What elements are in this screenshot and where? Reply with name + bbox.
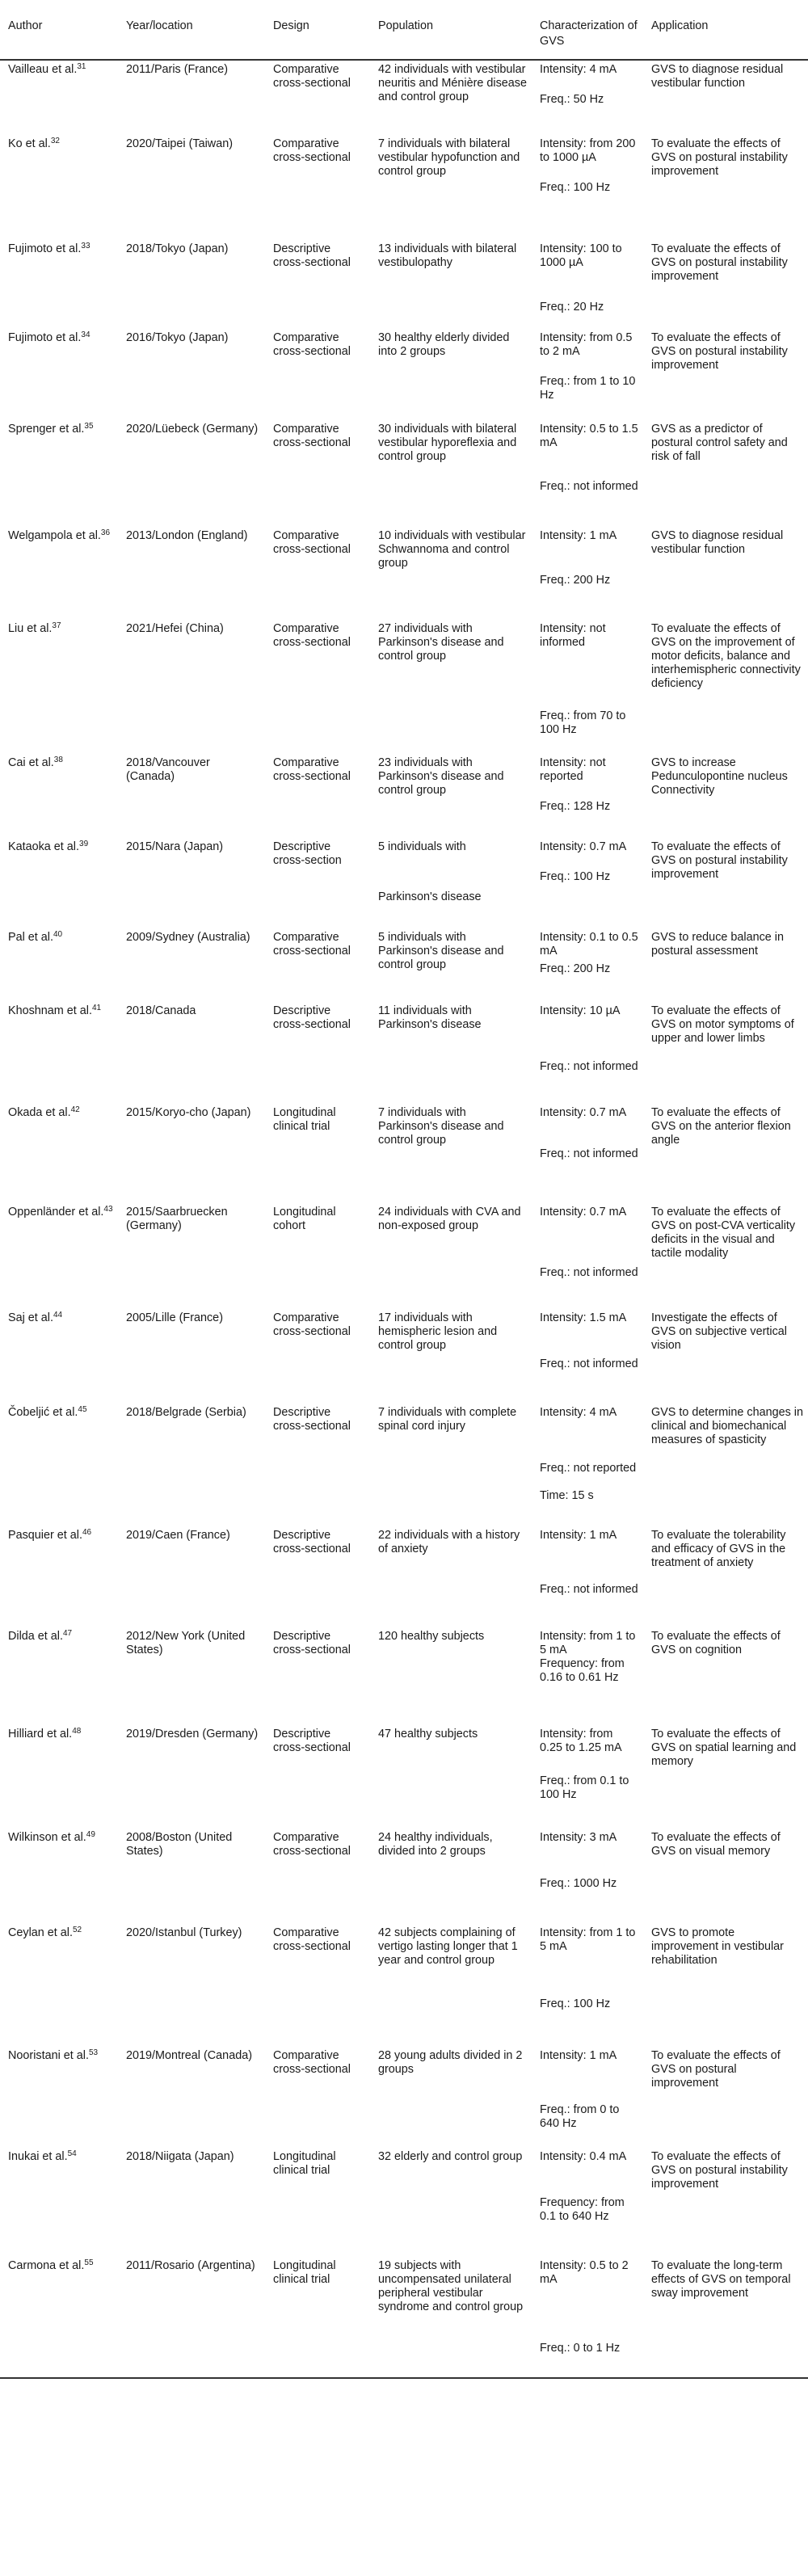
author-cell: Ceylan et al.$^{52}$	[8, 1926, 82, 1939]
population-cell: 24 healthy individuals, divided into 2 groups	[378, 1831, 493, 1858]
table-row	[0, 1002, 808, 1104]
author-cell: Čobeljić et al.$^{45}$	[8, 1405, 87, 1419]
application-cell: To evaluate the effects of GVS on postural instability improvement	[651, 242, 788, 283]
author-cell: Carmona et al.$^{55}$	[0, 2257, 118, 2378]
application-cell: To evaluate the effects of GVS on postural instability improvement	[651, 2150, 788, 2191]
year-location-cell: 2009/Sydney (Australia)	[126, 931, 250, 944]
gvs-cell: Intensity: from 1 to 5 mA Frequency: from 0.16 to 0.61 Hz	[540, 1630, 636, 1684]
table-row	[0, 1404, 808, 1526]
table-row	[0, 2047, 808, 2148]
design-cell: Descriptive cross-sectional	[273, 1630, 351, 1656]
author-cell: Inukai et al.$^{54}$	[8, 2149, 77, 2163]
design-cell: Comparative cross-sectional	[273, 423, 351, 449]
gvs-cell: Intensity: 3 mA Freq.: 1000 Hz	[540, 1831, 617, 1890]
table-row	[0, 1924, 808, 2047]
design-cell: Descriptive cross-sectional	[273, 1529, 351, 1555]
gvs-cell: Intensity: 0.1 to 0.5 mA Freq.: 200 Hz	[540, 931, 638, 975]
table-row	[0, 329, 808, 420]
gvs-cell: Intensity: not reported Freq.: 128 Hz	[540, 756, 611, 813]
table-row	[0, 240, 808, 329]
population-cell: 42 subjects complaining of vertigo lasting longer that 1 year and control group	[378, 1926, 518, 1967]
design-cell: Longitudinal clinical trial	[273, 1106, 336, 1133]
table-row	[0, 2257, 808, 2378]
gvs-cell: Intensity: from 0.5 to 2 mA Freq.: from 1 to 10 Hz	[540, 331, 636, 402]
table-row	[0, 60, 808, 135]
gvs-cell: Intensity: from 200 to 1000 µA Freq.: 100 Hz	[540, 137, 636, 194]
design-cell: Comparative cross-sectional	[273, 2049, 351, 2076]
design-cell: Comparative cross-sectional	[273, 137, 351, 164]
gvs-cell: Intensity: 100 to 1000 µA Freq.: 20 Hz	[540, 242, 622, 314]
population-cell: 7 individuals with Parkinson's disease and control group	[378, 1106, 504, 1147]
author-cell: Welgampola et al.$^{36}$	[8, 528, 111, 542]
header-application: Application	[643, 0, 808, 60]
population-cell: 27 individuals with Parkinson's disease and control group	[378, 622, 504, 663]
header-gvs-characterization: Characterization of GVS	[532, 0, 643, 60]
population-cell: 11 individuals with Parkinson's disease	[378, 1004, 482, 1031]
design-cell: Descriptive cross-sectional	[273, 1004, 351, 1031]
gvs-cell: Intensity: 0.5 to 1.5 mA Freq.: not informed	[540, 423, 638, 493]
table-row	[0, 1627, 808, 1725]
design-cell: Comparative cross-sectional	[273, 931, 351, 958]
application-cell: To evaluate the long-term effects of GVS on temporal sway improvement	[643, 2257, 808, 2378]
year-location-cell: 2019/Dresden (Germany)	[126, 1728, 259, 1740]
author-cell: Oppenländer et al.$^{43}$	[8, 1205, 113, 1219]
year-location-cell: 2016/Tokyo (Japan)	[126, 331, 229, 344]
table-row	[0, 620, 808, 754]
author-cell: Kataoka et al.$^{39}$	[8, 840, 89, 853]
design-cell: Longitudinal clinical trial	[265, 2257, 370, 2378]
author-cell: Ko et al.$^{32}$	[8, 137, 60, 150]
table-row	[0, 2148, 808, 2257]
author-cell: Dilda et al.$^{47}$	[8, 1629, 73, 1643]
application-cell: To evaluate the effects of GVS on cognition	[651, 1630, 781, 1656]
population-cell: 5 individuals with Parkinson's disease	[378, 840, 482, 903]
header-author: Author	[0, 0, 118, 60]
application-cell: To evaluate the effects of GVS on postural improvement	[651, 2049, 781, 2090]
design-cell: Longitudinal clinical trial	[273, 2150, 336, 2177]
author-cell: Fujimoto et al.$^{34}$	[8, 330, 90, 344]
year-location-cell: 2018/Tokyo (Japan)	[126, 242, 229, 255]
population-cell: 24 individuals with CVA and non-exposed group	[378, 1206, 521, 1232]
table-row	[0, 1203, 808, 1309]
design-cell: Comparative cross-sectional	[273, 622, 351, 649]
gvs-cell: Intensity: not informed Freq.: from 70 to 100 Hz	[540, 622, 626, 736]
year-location-cell: 2008/Boston (United States)	[126, 1831, 233, 1858]
table-row	[0, 1829, 808, 1924]
table-row	[0, 1725, 808, 1829]
header-population: Population	[370, 0, 532, 60]
gvs-cell: Intensity: 4 mA Freq.: 50 Hz	[540, 63, 617, 106]
year-location-cell: 2015/Koryo-cho (Japan)	[126, 1106, 251, 1119]
gvs-cell: Intensity: 1 mA Freq.: not informed	[540, 1529, 638, 1596]
gvs-cell: Intensity: 0.7 mA Freq.: not informed	[540, 1206, 638, 1279]
year-location-cell: 2015/Nara (Japan)	[126, 840, 223, 853]
year-location-cell: 2012/New York (United States)	[126, 1630, 246, 1656]
application-cell: GVS to diagnose residual vestibular function	[651, 529, 784, 556]
application-cell: To evaluate the effects of GVS on the anterior flexion angle	[651, 1106, 791, 1147]
design-cell: Descriptive cross-sectional	[273, 242, 351, 269]
application-cell: GVS to reduce balance in postural assessment	[651, 931, 784, 958]
design-cell: Descriptive cross-section	[273, 840, 342, 867]
table-row	[0, 1309, 808, 1404]
design-cell: Comparative cross-sectional	[273, 1831, 351, 1858]
author-cell: Hilliard et al.$^{48}$	[8, 1727, 82, 1740]
gvs-cell: Intensity: 0.4 mA Frequency: from 0.1 to 640 Hz	[540, 2150, 627, 2223]
year-location-cell: 2018/Canada	[126, 1004, 196, 1017]
year-location-cell: 2021/Hefei (China)	[126, 622, 224, 635]
table-row	[0, 527, 808, 620]
author-cell: Nooristani et al.$^{53}$	[8, 2048, 99, 2062]
population-cell: 5 individuals with Parkinson's disease and control group	[378, 931, 504, 971]
author-cell: Pasquier et al.$^{46}$	[8, 1528, 92, 1542]
gvs-cell: Intensity: 10 µA Freq.: not informed	[540, 1004, 638, 1073]
population-cell: 23 individuals with Parkinson's disease and control group	[378, 756, 504, 797]
gvs-cell: Intensity: 0.7 mA Freq.: not informed	[540, 1106, 638, 1160]
design-cell: Descriptive cross-sectional	[273, 1728, 351, 1754]
year-location-cell: 2015/Saarbruecken (Germany)	[126, 1206, 228, 1232]
application-cell: GVS to diagnose residual vestibular function	[651, 63, 784, 90]
header-design: Design	[265, 0, 370, 60]
year-location-cell: 2011/Rosario (Argentina)	[118, 2257, 265, 2378]
application-cell: To evaluate the effects of GVS on motor symptoms of upper and lower limbs	[651, 1004, 794, 1045]
gvs-cell: Intensity: 4 mA Freq.: not reported Time: 15 s	[540, 1406, 637, 1502]
application-cell: GVS to determine changes in clinical and biomechanical measures of spasticity	[651, 1406, 803, 1446]
application-cell: To evaluate the effects of GVS on spatial learning and memory	[651, 1728, 797, 1768]
gvs-cell: Intensity: 0.7 mA Freq.: 100 Hz	[540, 840, 627, 883]
population-cell: 17 individuals with hemispheric lesion and control group	[378, 1311, 498, 1352]
population-cell: 32 elderly and control group	[378, 2150, 523, 2163]
table-header-row	[0, 0, 808, 60]
population-cell: 22 individuals with a history of anxiety	[378, 1529, 520, 1555]
gvs-cell: Intensity: from 0.25 to 1.25 mA Freq.: from 0.1 to 100 Hz	[540, 1728, 629, 1801]
population-cell: 30 individuals with bilateral vestibular hyporeflexia and control group	[378, 423, 517, 463]
gvs-cell: Intensity: 1 mA Freq.: 200 Hz	[540, 529, 617, 587]
application-cell: To evaluate the tolerability and efficacy of GVS in the treatment of anxiety	[651, 1529, 786, 1569]
table-row	[0, 928, 808, 1002]
year-location-cell: 2005/Lille (France)	[126, 1311, 223, 1324]
table-row	[0, 1526, 808, 1627]
author-cell: Fujimoto et al.$^{33}$	[8, 242, 90, 255]
table-row	[0, 135, 808, 240]
year-location-cell: 2020/Lüebeck (Germany)	[126, 423, 259, 436]
author-cell: Wilkinson et al.$^{49}$	[8, 1830, 95, 1844]
year-location-cell: 2011/Paris (France)	[126, 63, 229, 76]
header-year-location: Year/location	[118, 0, 265, 60]
author-cell: Vailleau et al.$^{31}$	[8, 62, 86, 76]
population-cell: 28 young adults divided in 2 groups	[378, 2049, 523, 2076]
population-cell: 19 subjects with uncompensated unilateral peripheral vestibular syndrome and control group	[370, 2257, 532, 2378]
application-cell: Investigate the effects of GVS on subjective vertical vision	[651, 1311, 787, 1352]
application-cell: GVS as a predictor of postural control safety and risk of fall	[651, 423, 788, 463]
author-cell: Pal et al.$^{40}$	[8, 930, 63, 944]
gvs-cell: Intensity: from 1 to 5 mA Freq.: 100 Hz	[540, 1926, 636, 2010]
year-location-cell: 2019/Caen (France)	[126, 1529, 230, 1542]
design-cell: Comparative cross-sectional	[273, 756, 351, 783]
table-row	[0, 1104, 808, 1203]
year-location-cell: 2020/Taipei (Taiwan)	[126, 137, 233, 150]
table-row	[0, 420, 808, 527]
application-cell: GVS to increase Pedunculopontine nucleus Connectivity	[651, 756, 788, 797]
design-cell: Comparative cross-sectional	[273, 1926, 351, 1953]
application-cell: To evaluate the effects of GVS on postural instability improvement	[651, 840, 788, 881]
population-cell: 13 individuals with bilateral vestibulopathy	[378, 242, 517, 269]
design-cell: Comparative cross-sectional	[273, 63, 351, 90]
author-cell: Okada et al.$^{42}$	[8, 1105, 80, 1119]
application-cell: To evaluate the effects of GVS on postural instability improvement	[651, 331, 788, 372]
year-location-cell: 2018/Niigata (Japan)	[126, 2150, 234, 2163]
design-cell: Comparative cross-sectional	[273, 529, 351, 556]
design-cell: Longitudinal cohort	[273, 1206, 336, 1232]
design-cell: Descriptive cross-sectional	[273, 1406, 351, 1433]
gvs-cell: Intensity: 0.5 to 2 mA Freq.: 0 to 1 Hz	[532, 2257, 643, 2378]
population-cell: 120 healthy subjects	[378, 1630, 485, 1643]
application-cell: To evaluate the effects of GVS on the improvement of motor deficits, balance and interhemispheric connectivity deficiency	[651, 622, 801, 690]
population-cell: 47 healthy subjects	[378, 1728, 478, 1740]
author-cell: Cai et al.$^{38}$	[8, 756, 63, 769]
gvs-cell: Intensity: 1.5 mA Freq.: not informed	[540, 1311, 638, 1370]
application-cell: GVS to promote improvement in vestibular rehabilitation	[651, 1926, 784, 1967]
author-cell: Liu et al.$^{37}$	[8, 621, 61, 635]
population-cell: 7 individuals with complete spinal cord injury	[378, 1406, 517, 1433]
population-cell: 42 individuals with vestibular neuritis and Ménière disease and control group	[378, 63, 527, 103]
population-cell: 7 individuals with bilateral vestibular hypofunction and control group	[378, 137, 520, 178]
year-location-cell: 2018/Belgrade (Serbia)	[126, 1406, 246, 1419]
author-cell: Saj et al.$^{44}$	[8, 1311, 63, 1324]
author-cell: Khoshnam et al.$^{41}$	[8, 1004, 102, 1017]
population-cell: 10 individuals with vestibular Schwannoma and control group	[378, 529, 526, 570]
year-location-cell: 2019/Montreal (Canada)	[126, 2049, 252, 2062]
year-location-cell: 2018/Vancouver (Canada)	[126, 756, 210, 783]
application-cell: To evaluate the effects of GVS on postural instability improvement	[651, 137, 788, 178]
year-location-cell: 2020/Istanbul (Turkey)	[126, 1926, 242, 1939]
table-row	[0, 838, 808, 928]
design-cell: Comparative cross-sectional	[273, 331, 351, 358]
table-row	[0, 754, 808, 838]
year-location-cell: 2013/London (England)	[126, 529, 248, 542]
population-cell: 30 healthy elderly divided into 2 groups	[378, 331, 510, 358]
design-cell: Comparative cross-sectional	[273, 1311, 351, 1338]
gvs-cell: Intensity: 1 mA Freq.: from 0 to 640 Hz	[540, 2049, 620, 2130]
application-cell: To evaluate the effects of GVS on visual memory	[651, 1831, 781, 1858]
author-cell: Sprenger et al.$^{35}$	[8, 422, 94, 436]
application-cell: To evaluate the effects of GVS on post-CVA verticality deficits in the visual and tactile modality	[651, 1206, 796, 1260]
